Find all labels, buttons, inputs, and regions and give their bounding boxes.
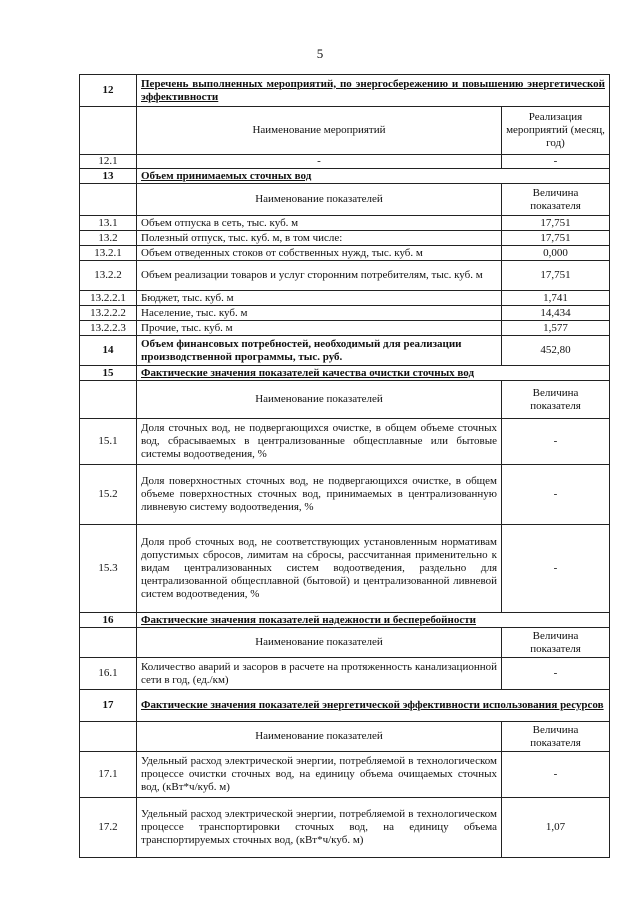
- section-number: 14: [80, 336, 137, 366]
- row-name: Удельный расход электрической энергии, потребляемой в технологическом процессе транспортировки сточных вод, на единицу объема транспортируемых сточных вод, (кВт*ч/куб. м): [137, 798, 502, 858]
- section-16-row: [80, 613, 610, 628]
- header-name: Наименование показателей: [137, 628, 502, 658]
- report-table: [79, 74, 610, 858]
- table-row: [80, 658, 610, 690]
- row-value: 452,80: [502, 336, 610, 366]
- section-number: 17: [80, 690, 137, 722]
- section-title: Фактические значения показателей качества очистки сточных вод: [137, 366, 610, 381]
- row-name: Объем отведенных стоков от собственных нужд, тыс. куб. м: [137, 246, 502, 261]
- row-number: 13.1: [80, 216, 137, 231]
- row-number: 13.2.2: [80, 261, 137, 291]
- section-17-row: [80, 690, 610, 722]
- header-name: Наименование показателей: [137, 184, 502, 216]
- table-header-row: [80, 628, 610, 658]
- row-value: 1,577: [502, 321, 610, 336]
- table-row: [80, 306, 610, 321]
- section-15-row: [80, 366, 610, 381]
- row-value: -: [502, 155, 610, 169]
- row-name: Объем отпуска в сеть, тыс. куб. м: [137, 216, 502, 231]
- section-title: Фактические значения показателей надежности и бесперебойности: [137, 613, 610, 628]
- row-number: 15.2: [80, 465, 137, 525]
- table-header-row: [80, 381, 610, 419]
- row-name: Доля проб сточных вод, не соответствующих установленным нормативам допустимых сбросов, лимитам на сбросы, рассчитанная применительно к видам централизованных систем водоотведения, раздельно для централизованной общесплавной (бытовой) и централизованной ливневой систем водоотведения, %: [137, 525, 502, 613]
- row-number: 13.2.1: [80, 246, 137, 261]
- table-row: [80, 465, 610, 525]
- header-name: Наименование показателей: [137, 722, 502, 752]
- section-14-row: [80, 336, 610, 366]
- row-number: 13.2.2.3: [80, 321, 137, 336]
- row-number: 13.2.2.1: [80, 291, 137, 306]
- header-value: Реализация мероприятий (месяц, год): [502, 107, 610, 155]
- row-value: -: [502, 419, 610, 465]
- section-13-row: [80, 169, 610, 184]
- row-value: -: [502, 465, 610, 525]
- row-name: Количество аварий и засоров в расчете на протяженность канализационной сети в год, (ед./км): [137, 658, 502, 690]
- table-row: [80, 155, 610, 169]
- row-value: -: [502, 752, 610, 798]
- section-number: 12: [80, 75, 137, 107]
- section-number: 13: [80, 169, 137, 184]
- row-value: 17,751: [502, 231, 610, 246]
- row-number: 17.2: [80, 798, 137, 858]
- header-name: Наименование показателей: [137, 381, 502, 419]
- row-name: -: [137, 155, 502, 169]
- section-12-row: [80, 75, 610, 107]
- page-number: 5: [316, 46, 324, 61]
- row-name: Население, тыс. куб. м: [137, 306, 502, 321]
- table-row: [80, 291, 610, 306]
- section-number: 16: [80, 613, 137, 628]
- row-number: 15.3: [80, 525, 137, 613]
- row-value: 14,434: [502, 306, 610, 321]
- table-row: [80, 419, 610, 465]
- header-value: Величина показателя: [502, 628, 610, 658]
- section-title: Фактические значения показателей энергетической эффективности использования ресурсов: [137, 690, 610, 722]
- row-name: Объем реализации товаров и услуг сторонним потребителям, тыс. куб. м: [137, 261, 502, 291]
- row-name: Бюджет, тыс. куб. м: [137, 291, 502, 306]
- row-value: 0,000: [502, 246, 610, 261]
- row-name: Доля сточных вод, не подвергающихся очистке, в общем объеме сточных вод, сбрасываемых в централизованные общесплавные или бытовые системы водоотведения, %: [137, 419, 502, 465]
- table-header-row: [80, 722, 610, 752]
- row-value: 17,751: [502, 261, 610, 291]
- row-value: -: [502, 658, 610, 690]
- row-number: 12.1: [80, 155, 137, 169]
- table-row: [80, 525, 610, 613]
- header-value: Величина показателя: [502, 722, 610, 752]
- row-name: Полезный отпуск, тыс. куб. м, в том числе:: [137, 231, 502, 246]
- section-number: 15: [80, 366, 137, 381]
- header-name: Наименование мероприятий: [137, 107, 502, 155]
- row-name: Прочие, тыс. куб. м: [137, 321, 502, 336]
- row-name: Доля поверхностных сточных вод, не подвергающихся очистке, в общем объеме поверхностных сточных вод, принимаемых в централизованную ливневую систему водоотведения, %: [137, 465, 502, 525]
- section-title: Объем принимаемых сточных вод: [137, 169, 610, 184]
- row-number: 13.2.2.2: [80, 306, 137, 321]
- table-row: [80, 261, 610, 291]
- section-title: Перечень выполненных мероприятий, по энергосбережению и повышению энергетической эффективности: [137, 75, 610, 107]
- row-number: 16.1: [80, 658, 137, 690]
- table-row: [80, 798, 610, 858]
- section-title: Объем финансовых потребностей, необходимый для реализации производственной программы, тыс. руб.: [137, 336, 502, 366]
- row-number: 17.1: [80, 752, 137, 798]
- row-number: 13.2: [80, 231, 137, 246]
- header-value: Величина показателя: [502, 184, 610, 216]
- table-row: [80, 321, 610, 336]
- table-row: [80, 216, 610, 231]
- table-header-row: [80, 107, 610, 155]
- table-header-row: [80, 184, 610, 216]
- row-value: 17,751: [502, 216, 610, 231]
- row-value: -: [502, 525, 610, 613]
- row-value: 1,741: [502, 291, 610, 306]
- header-value: Величина показателя: [502, 381, 610, 419]
- table-row: [80, 231, 610, 246]
- row-name: Удельный расход электрической энергии, потребляемой в технологическом процессе очистки сточных вод, на единицу объема очищаемых сточных вод, (кВт*ч/куб. м): [137, 752, 502, 798]
- table-row: [80, 246, 610, 261]
- table-row: [80, 752, 610, 798]
- row-value: 1,07: [502, 798, 610, 858]
- row-number: 15.1: [80, 419, 137, 465]
